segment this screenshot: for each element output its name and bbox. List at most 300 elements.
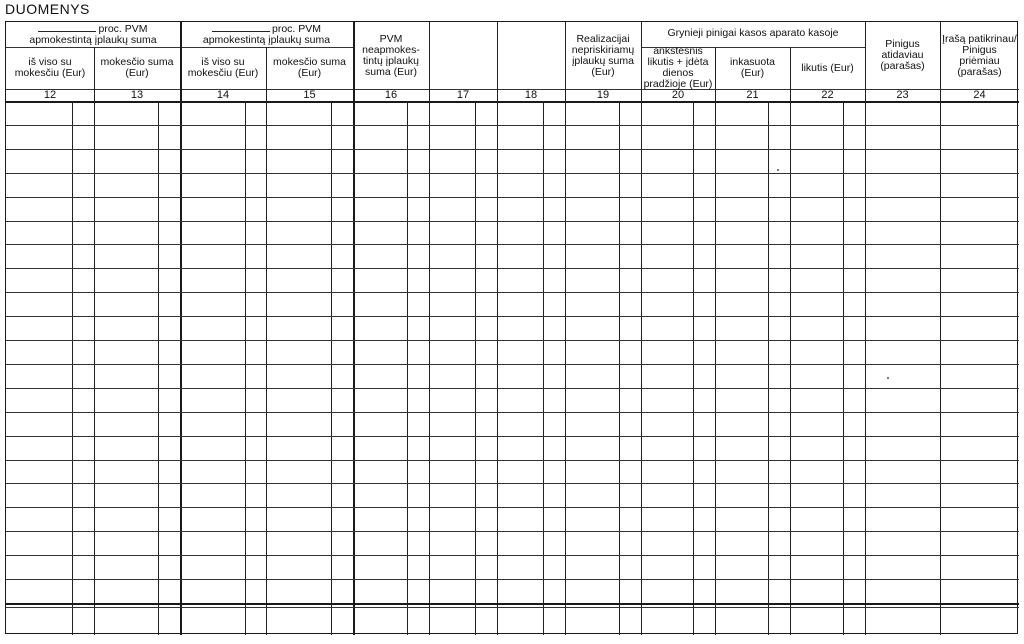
entry-cell-14[interactable] — [180, 531, 266, 555]
entry-cell-16[interactable] — [353, 436, 429, 460]
entry-cell-17[interactable] — [429, 531, 497, 555]
entry-cell-20[interactable] — [641, 436, 715, 460]
entry-cell-19[interactable] — [565, 292, 641, 316]
entry-cell-22[interactable] — [790, 483, 865, 507]
entry-cell-12[interactable] — [6, 364, 94, 388]
entry-cell-14[interactable] — [180, 460, 266, 484]
entry-cell-22[interactable] — [790, 197, 865, 221]
total-cell-24[interactable] — [940, 607, 1019, 633]
entry-cell-21[interactable] — [715, 316, 790, 340]
entry-cell-15[interactable] — [266, 555, 353, 579]
entry-cell-14[interactable] — [180, 340, 266, 364]
entry-cell-22[interactable] — [790, 531, 865, 555]
entry-cell-17[interactable] — [429, 579, 497, 603]
total-cell-14[interactable] — [180, 607, 266, 633]
entry-cell-14[interactable] — [180, 244, 266, 268]
entry-cell-12[interactable] — [6, 149, 94, 173]
entry-cell-13[interactable] — [94, 292, 180, 316]
entry-cell-24[interactable] — [940, 531, 1019, 555]
entry-cell-15[interactable] — [266, 364, 353, 388]
entry-cell-14[interactable] — [180, 579, 266, 603]
entry-cell-12[interactable] — [6, 316, 94, 340]
entry-cell-16[interactable] — [353, 507, 429, 531]
entry-cell-20[interactable] — [641, 125, 715, 149]
entry-cell-16[interactable] — [353, 579, 429, 603]
column-header-label: iš viso su mokesčiu (Eur) — [187, 56, 259, 79]
entry-cell-17[interactable] — [429, 460, 497, 484]
entry-cell-16[interactable] — [353, 125, 429, 149]
entry-cell-23[interactable] — [865, 483, 940, 507]
entry-cell-17[interactable] — [429, 316, 497, 340]
entry-cell-24[interactable] — [940, 149, 1019, 173]
entry-cell-19[interactable] — [565, 364, 641, 388]
entry-cell-18[interactable] — [497, 436, 565, 460]
entry-cell-12[interactable] — [6, 173, 94, 197]
entry-cell-16[interactable] — [353, 483, 429, 507]
entry-cell-20[interactable] — [641, 555, 715, 579]
entry-cell-24[interactable] — [940, 292, 1019, 316]
entry-cell-22[interactable] — [790, 125, 865, 149]
entry-cell-18[interactable] — [497, 555, 565, 579]
entry-cell-16[interactable] — [353, 412, 429, 436]
entry-cell-13[interactable] — [94, 412, 180, 436]
entry-cell-14[interactable] — [180, 221, 266, 245]
column-header-20 — [641, 47, 715, 89]
group-header-g12_13 — [6, 22, 180, 47]
entry-cell-23[interactable] — [865, 197, 940, 221]
entry-cell-17[interactable] — [429, 436, 497, 460]
entry-cell-17[interactable] — [429, 483, 497, 507]
entry-cell-15[interactable] — [266, 388, 353, 412]
entry-cell-19[interactable] — [565, 101, 641, 125]
entry-cell-12[interactable] — [6, 436, 94, 460]
entry-cell-12[interactable] — [6, 388, 94, 412]
entry-cell-24[interactable] — [940, 507, 1019, 531]
entry-cell-13[interactable] — [94, 173, 180, 197]
entry-cell-20[interactable] — [641, 292, 715, 316]
entry-cell-19[interactable] — [565, 340, 641, 364]
entry-cell-15[interactable] — [266, 101, 353, 125]
entry-cell-17[interactable] — [429, 197, 497, 221]
entry-cell-13[interactable] — [94, 125, 180, 149]
entry-cell-21[interactable] — [715, 197, 790, 221]
entry-cell-17[interactable] — [429, 125, 497, 149]
entry-cell-14[interactable] — [180, 388, 266, 412]
entry-cell-16[interactable] — [353, 149, 429, 173]
total-cell-19[interactable] — [565, 607, 641, 633]
column-number-20: 20 — [671, 89, 685, 101]
entry-cell-12[interactable] — [6, 483, 94, 507]
entry-cell-22[interactable] — [790, 507, 865, 531]
entry-cell-21[interactable] — [715, 579, 790, 603]
entry-cell-14[interactable] — [180, 125, 266, 149]
entry-cell-18[interactable] — [497, 507, 565, 531]
entry-cell-18[interactable] — [497, 412, 565, 436]
entry-cell-23[interactable] — [865, 364, 940, 388]
entry-cell-23[interactable] — [865, 149, 940, 173]
entry-cell-17[interactable] — [429, 507, 497, 531]
entry-cell-21[interactable] — [715, 221, 790, 245]
entry-cell-18[interactable] — [497, 101, 565, 125]
entry-cell-20[interactable] — [641, 268, 715, 292]
entry-cell-16[interactable] — [353, 364, 429, 388]
entry-cell-13[interactable] — [94, 364, 180, 388]
entry-cell-21[interactable] — [715, 436, 790, 460]
entry-cell-14[interactable] — [180, 292, 266, 316]
entry-cell-21[interactable] — [715, 173, 790, 197]
entry-cell-19[interactable] — [565, 388, 641, 412]
entry-cell-14[interactable] — [180, 197, 266, 221]
entry-cell-14[interactable] — [180, 412, 266, 436]
entry-cell-14[interactable] — [180, 149, 266, 173]
entry-cell-19[interactable] — [565, 173, 641, 197]
entry-cell-16[interactable] — [353, 173, 429, 197]
entry-cell-17[interactable] — [429, 268, 497, 292]
entry-cell-18[interactable] — [497, 197, 565, 221]
entry-cell-22[interactable] — [790, 388, 865, 412]
entry-cell-20[interactable] — [641, 388, 715, 412]
entry-cell-23[interactable] — [865, 388, 940, 412]
entry-cell-18[interactable] — [497, 579, 565, 603]
entry-cell-20[interactable] — [641, 101, 715, 125]
entry-cell-15[interactable] — [266, 316, 353, 340]
entry-cell-22[interactable] — [790, 579, 865, 603]
column-number-14: 14 — [216, 89, 230, 101]
entry-cell-22[interactable] — [790, 555, 865, 579]
entry-cell-13[interactable] — [94, 149, 180, 173]
entry-cell-12[interactable] — [6, 579, 94, 603]
entry-cell-13[interactable] — [94, 531, 180, 555]
entry-cell-17[interactable] — [429, 149, 497, 173]
entry-cell-20[interactable] — [641, 460, 715, 484]
entry-cell-23[interactable] — [865, 555, 940, 579]
entry-cell-15[interactable] — [266, 531, 353, 555]
entry-cell-22[interactable] — [790, 340, 865, 364]
entry-cell-19[interactable] — [565, 125, 641, 149]
entry-cell-19[interactable] — [565, 579, 641, 603]
entry-cell-18[interactable] — [497, 268, 565, 292]
entry-cell-12[interactable] — [6, 412, 94, 436]
entry-cell-24[interactable] — [940, 221, 1019, 245]
entry-cell-20[interactable] — [641, 364, 715, 388]
entry-cell-21[interactable] — [715, 412, 790, 436]
entry-cell-19[interactable] — [565, 221, 641, 245]
entry-cell-14[interactable] — [180, 101, 266, 125]
entry-cell-20[interactable] — [641, 483, 715, 507]
entry-cell-16[interactable] — [353, 197, 429, 221]
entry-cell-24[interactable] — [940, 268, 1019, 292]
entry-cell-22[interactable] — [790, 173, 865, 197]
entry-cell-21[interactable] — [715, 507, 790, 531]
scan-speck — [887, 377, 889, 379]
entry-cell-21[interactable] — [715, 483, 790, 507]
entry-cell-19[interactable] — [565, 555, 641, 579]
total-cell-12[interactable] — [6, 607, 94, 633]
entry-cell-24[interactable] — [940, 340, 1019, 364]
entry-cell-12[interactable] — [6, 244, 94, 268]
entry-cell-23[interactable] — [865, 173, 940, 197]
entry-cell-20[interactable] — [641, 507, 715, 531]
entry-cell-13[interactable] — [94, 579, 180, 603]
entry-cell-16[interactable] — [353, 316, 429, 340]
entry-cell-23[interactable] — [865, 507, 940, 531]
column-header-label: mokesčio suma (Eur) — [100, 56, 174, 79]
entry-cell-12[interactable] — [6, 507, 94, 531]
entry-cell-23[interactable] — [865, 436, 940, 460]
entry-cell-24[interactable] — [940, 244, 1019, 268]
entry-cell-21[interactable] — [715, 531, 790, 555]
entry-cell-19[interactable] — [565, 412, 641, 436]
entry-cell-14[interactable] — [180, 268, 266, 292]
entry-cell-22[interactable] — [790, 460, 865, 484]
entry-cell-15[interactable] — [266, 292, 353, 316]
entry-cell-13[interactable] — [94, 316, 180, 340]
header-bottom-line — [6, 89, 1019, 90]
total-cell-21[interactable] — [715, 607, 790, 633]
entry-cell-17[interactable] — [429, 292, 497, 316]
entry-cell-15[interactable] — [266, 579, 353, 603]
entry-cell-12[interactable] — [6, 292, 94, 316]
entry-cell-12[interactable] — [6, 460, 94, 484]
entry-cell-17[interactable] — [429, 173, 497, 197]
entry-cell-19[interactable] — [565, 149, 641, 173]
entry-cell-15[interactable] — [266, 340, 353, 364]
entry-cell-22[interactable] — [790, 221, 865, 245]
column-number-21: 21 — [746, 89, 759, 101]
entry-cell-12[interactable] — [6, 340, 94, 364]
entry-cell-18[interactable] — [497, 149, 565, 173]
entry-cell-15[interactable] — [266, 197, 353, 221]
entry-cell-19[interactable] — [565, 268, 641, 292]
entry-cell-13[interactable] — [94, 555, 180, 579]
entry-cell-13[interactable] — [94, 268, 180, 292]
entry-cell-13[interactable] — [94, 507, 180, 531]
entry-cell-19[interactable] — [565, 244, 641, 268]
entry-cell-13[interactable] — [94, 197, 180, 221]
entry-cell-24[interactable] — [940, 579, 1019, 603]
entry-cell-14[interactable] — [180, 555, 266, 579]
document-title: DUOMENYS — [5, 1, 90, 17]
entry-cell-21[interactable] — [715, 101, 790, 125]
entry-cell-12[interactable] — [6, 125, 94, 149]
entry-cell-18[interactable] — [497, 221, 565, 245]
entry-cell-22[interactable] — [790, 149, 865, 173]
entry-cell-13[interactable] — [94, 244, 180, 268]
entry-cell-18[interactable] — [497, 388, 565, 412]
entry-cell-13[interactable] — [94, 460, 180, 484]
entry-cell-12[interactable] — [6, 221, 94, 245]
entry-cell-23[interactable] — [865, 268, 940, 292]
entry-cell-14[interactable] — [180, 483, 266, 507]
entry-cell-22[interactable] — [790, 412, 865, 436]
entry-cell-19[interactable] — [565, 316, 641, 340]
entry-cell-18[interactable] — [497, 340, 565, 364]
entry-cell-24[interactable] — [940, 101, 1019, 125]
entry-cell-14[interactable] — [180, 316, 266, 340]
entry-cell-21[interactable] — [715, 388, 790, 412]
entry-cell-21[interactable] — [715, 555, 790, 579]
entry-cell-21[interactable] — [715, 340, 790, 364]
entry-cell-17[interactable] — [429, 340, 497, 364]
entry-cell-15[interactable] — [266, 412, 353, 436]
entry-cell-22[interactable] — [790, 268, 865, 292]
entry-cell-20[interactable] — [641, 340, 715, 364]
entry-cell-18[interactable] — [497, 244, 565, 268]
entry-cell-23[interactable] — [865, 221, 940, 245]
entry-cell-24[interactable] — [940, 364, 1019, 388]
entry-cell-24[interactable] — [940, 483, 1019, 507]
entry-cell-21[interactable] — [715, 268, 790, 292]
entry-cell-24[interactable] — [940, 388, 1019, 412]
total-cell-16[interactable] — [353, 607, 429, 633]
entry-cell-20[interactable] — [641, 412, 715, 436]
entry-cell-20[interactable] — [641, 244, 715, 268]
entry-cell-24[interactable] — [940, 436, 1019, 460]
entry-cell-20[interactable] — [641, 531, 715, 555]
entry-cell-18[interactable] — [497, 125, 565, 149]
entry-cell-23[interactable] — [865, 579, 940, 603]
entry-cell-15[interactable] — [266, 268, 353, 292]
entry-cell-12[interactable] — [6, 197, 94, 221]
column-header-label: Realizacijai nepriskiriamų įplaukų suma (Eur) — [571, 32, 635, 78]
entry-cell-20[interactable] — [641, 579, 715, 603]
entry-cell-16[interactable] — [353, 340, 429, 364]
entry-cell-13[interactable] — [94, 436, 180, 460]
entry-cell-13[interactable] — [94, 101, 180, 125]
entry-cell-21[interactable] — [715, 292, 790, 316]
entry-cell-15[interactable] — [266, 221, 353, 245]
total-cell-15[interactable] — [266, 607, 353, 633]
entry-cell-16[interactable] — [353, 268, 429, 292]
entry-cell-23[interactable] — [865, 316, 940, 340]
entry-cell-23[interactable] — [865, 292, 940, 316]
entry-cell-22[interactable] — [790, 316, 865, 340]
entry-cell-12[interactable] — [6, 101, 94, 125]
entry-cell-17[interactable] — [429, 244, 497, 268]
entry-cell-23[interactable] — [865, 244, 940, 268]
entry-cell-23[interactable] — [865, 412, 940, 436]
entry-cell-18[interactable] — [497, 292, 565, 316]
entry-cell-16[interactable] — [353, 555, 429, 579]
entry-cell-13[interactable] — [94, 340, 180, 364]
entry-cell-12[interactable] — [6, 555, 94, 579]
entry-cell-18[interactable] — [497, 460, 565, 484]
entry-cell-17[interactable] — [429, 364, 497, 388]
entry-cell-16[interactable] — [353, 460, 429, 484]
total-cell-18[interactable] — [497, 607, 565, 633]
total-cell-20[interactable] — [641, 607, 715, 633]
entry-cell-23[interactable] — [865, 531, 940, 555]
entry-cell-14[interactable] — [180, 436, 266, 460]
entry-cell-17[interactable] — [429, 221, 497, 245]
entry-cell-18[interactable] — [497, 173, 565, 197]
entry-cell-18[interactable] — [497, 364, 565, 388]
column-header-17 — [429, 22, 497, 89]
column-number-12: 12 — [43, 89, 57, 101]
entry-cell-20[interactable] — [641, 316, 715, 340]
entry-cell-16[interactable] — [353, 531, 429, 555]
entry-cell-14[interactable] — [180, 507, 266, 531]
entry-cell-19[interactable] — [565, 197, 641, 221]
entry-cell-14[interactable] — [180, 173, 266, 197]
total-cell-22[interactable] — [790, 607, 865, 633]
entry-cell-21[interactable] — [715, 364, 790, 388]
entry-cell-13[interactable] — [94, 221, 180, 245]
total-cell-23[interactable] — [865, 607, 940, 633]
entry-cell-15[interactable] — [266, 436, 353, 460]
entry-cell-18[interactable] — [497, 316, 565, 340]
entry-cell-24[interactable] — [940, 412, 1019, 436]
entry-cell-16[interactable] — [353, 244, 429, 268]
entry-cell-21[interactable] — [715, 125, 790, 149]
entry-cell-21[interactable] — [715, 460, 790, 484]
entry-cell-16[interactable] — [353, 101, 429, 125]
entry-cell-16[interactable] — [353, 221, 429, 245]
entry-cell-22[interactable] — [790, 244, 865, 268]
entry-cell-21[interactable] — [715, 244, 790, 268]
entry-cell-13[interactable] — [94, 388, 180, 412]
entry-cell-15[interactable] — [266, 125, 353, 149]
entry-cell-24[interactable] — [940, 125, 1019, 149]
entry-cell-19[interactable] — [565, 483, 641, 507]
entry-cell-12[interactable] — [6, 531, 94, 555]
column-header-14 — [180, 47, 266, 89]
entry-cell-20[interactable] — [641, 221, 715, 245]
entry-cell-19[interactable] — [565, 531, 641, 555]
entry-cell-16[interactable] — [353, 292, 429, 316]
entry-cell-19[interactable] — [565, 507, 641, 531]
entry-cell-20[interactable] — [641, 173, 715, 197]
entry-cell-24[interactable] — [940, 460, 1019, 484]
entry-cell-19[interactable] — [565, 460, 641, 484]
entry-cell-22[interactable] — [790, 292, 865, 316]
entry-cell-18[interactable] — [497, 483, 565, 507]
column-header-label: mokesčio suma (Eur) — [273, 56, 346, 79]
entry-cell-20[interactable] — [641, 149, 715, 173]
entry-cell-15[interactable] — [266, 507, 353, 531]
entry-cell-24[interactable] — [940, 555, 1019, 579]
entry-cell-19[interactable] — [565, 436, 641, 460]
entry-cell-22[interactable] — [790, 364, 865, 388]
entry-cell-24[interactable] — [940, 173, 1019, 197]
entry-cell-15[interactable] — [266, 173, 353, 197]
entry-cell-20[interactable] — [641, 197, 715, 221]
entry-cell-23[interactable] — [865, 101, 940, 125]
entry-cell-22[interactable] — [790, 101, 865, 125]
entry-cell-17[interactable] — [429, 555, 497, 579]
entry-cell-15[interactable] — [266, 460, 353, 484]
entry-cell-17[interactable] — [429, 412, 497, 436]
entry-cell-12[interactable] — [6, 268, 94, 292]
entry-cell-14[interactable] — [180, 364, 266, 388]
entry-cell-17[interactable] — [429, 388, 497, 412]
entry-cell-17[interactable] — [429, 101, 497, 125]
entry-cell-23[interactable] — [865, 125, 940, 149]
entry-cell-13[interactable] — [94, 483, 180, 507]
total-cell-13[interactable] — [94, 607, 180, 633]
entry-cell-16[interactable] — [353, 388, 429, 412]
entry-cell-23[interactable] — [865, 340, 940, 364]
entry-cell-15[interactable] — [266, 244, 353, 268]
entry-cell-23[interactable] — [865, 460, 940, 484]
entry-cell-22[interactable] — [790, 436, 865, 460]
entry-cell-24[interactable] — [940, 197, 1019, 221]
entry-cell-18[interactable] — [497, 531, 565, 555]
entry-cell-24[interactable] — [940, 316, 1019, 340]
total-cell-17[interactable] — [429, 607, 497, 633]
entry-cell-15[interactable] — [266, 149, 353, 173]
entry-cell-15[interactable] — [266, 483, 353, 507]
